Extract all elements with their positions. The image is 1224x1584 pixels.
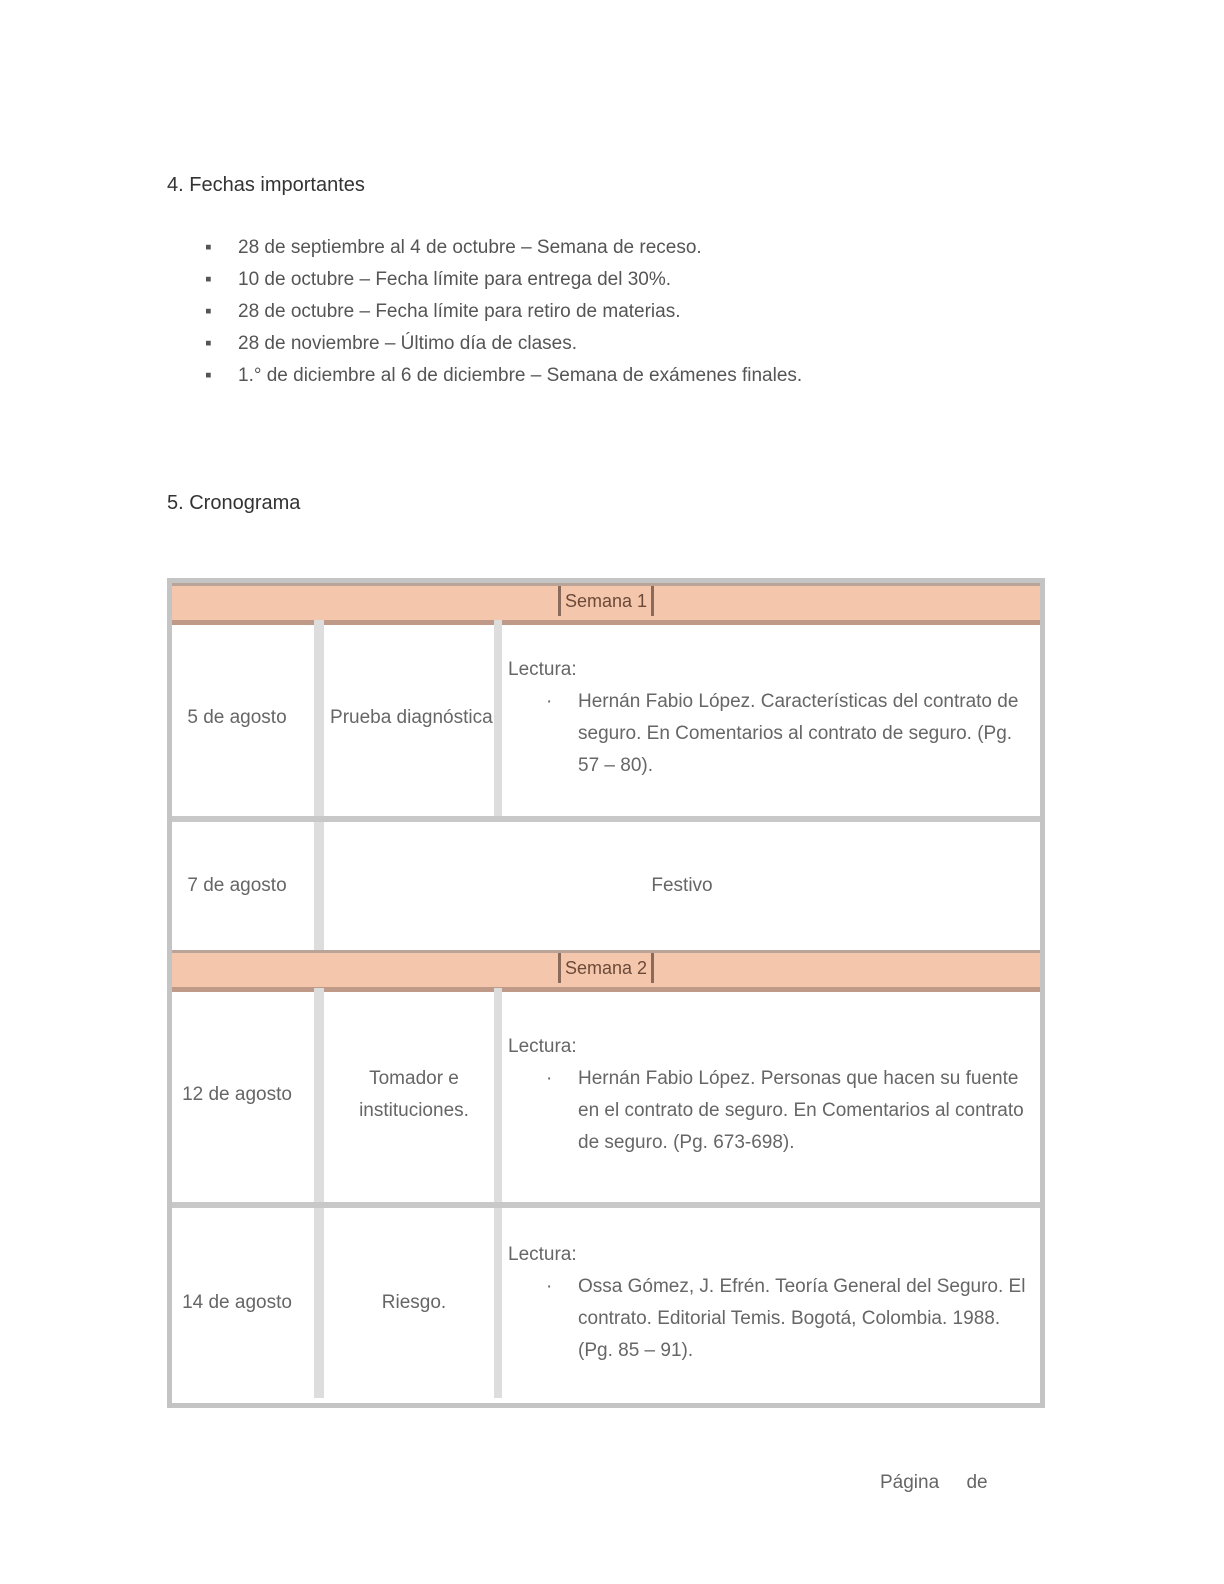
schedule-table: [167, 578, 1045, 1408]
reading-reference: · Ossa Gómez, J. Efrén. Teoría General del Seguro. El contrato. Editorial Temis. Bogotá, Colombia. 1988. (Pg. 85 – 91).: [508, 1271, 1034, 1367]
topic-cell: Prueba diagnóstica.: [314, 620, 504, 816]
reading-reference: · Hernán Fabio López. Características del contrato de seguro. En Comentarios al contrato de seguro. (Pg. 57 – 80).: [508, 686, 1034, 782]
table-row: [172, 620, 1040, 822]
reading-reference: · Hernán Fabio López. Personas que hacen su fuente en el contrato de seguro. En Comentarios al contrato de seguro. (Pg. 673-698).: [508, 1063, 1034, 1159]
list-item: [205, 232, 802, 264]
section-5-heading: 5. Cronograma: [167, 492, 301, 514]
holiday-cell: Festivo: [314, 822, 1040, 950]
date-cell: 5 de agosto: [187, 707, 287, 728]
important-dates-list: [205, 232, 802, 392]
week-label: Semana 1: [558, 586, 654, 616]
list-item: [205, 264, 802, 296]
section-4-heading: 4. Fechas importantes: [167, 174, 365, 196]
topic-cell: Riesgo.: [314, 1208, 504, 1398]
bullet-icon: ▪: [205, 333, 212, 354]
date-text: 28 de noviembre – Último día de clases.: [238, 333, 578, 354]
date-cell: 12 de agosto: [182, 1084, 292, 1105]
table-row: [172, 988, 1040, 1208]
bullet-icon: ▪: [205, 365, 212, 386]
week-label: Semana 2: [558, 953, 654, 983]
topic-cell: Tomador e instituciones.: [314, 988, 504, 1202]
week-header: [172, 583, 1040, 625]
bullet-icon: ▪: [205, 237, 212, 258]
bullet-icon: ▪: [205, 269, 212, 290]
date-text: 28 de octubre – Fecha límite para retiro de materias.: [238, 301, 681, 322]
table-row: [172, 1208, 1040, 1398]
list-item: [205, 296, 802, 328]
reading-label: Lectura:: [508, 1244, 577, 1265]
reading-label: Lectura:: [508, 659, 577, 680]
date-text: 10 de octubre – Fecha límite para entrega del 30%.: [238, 269, 672, 290]
page-footer: Página de: [880, 1472, 988, 1493]
bullet-icon: ▪: [205, 301, 212, 322]
date-text: 28 de septiembre al 4 de octubre – Semana de receso.: [238, 237, 702, 258]
reading-label: Lectura:: [508, 1036, 577, 1057]
date-cell: 7 de agosto: [187, 875, 287, 896]
date-cell: 14 de agosto: [182, 1292, 292, 1313]
list-item: [205, 328, 802, 360]
table-row: [172, 822, 1040, 950]
date-text: 1.° de diciembre al 6 de diciembre – Semana de exámenes finales.: [238, 365, 803, 386]
week-header: [172, 950, 1040, 992]
list-item: [205, 360, 802, 392]
reading-cell: [494, 1208, 1040, 1398]
reading-cell: [494, 988, 1040, 1202]
reading-cell: [494, 620, 1040, 816]
